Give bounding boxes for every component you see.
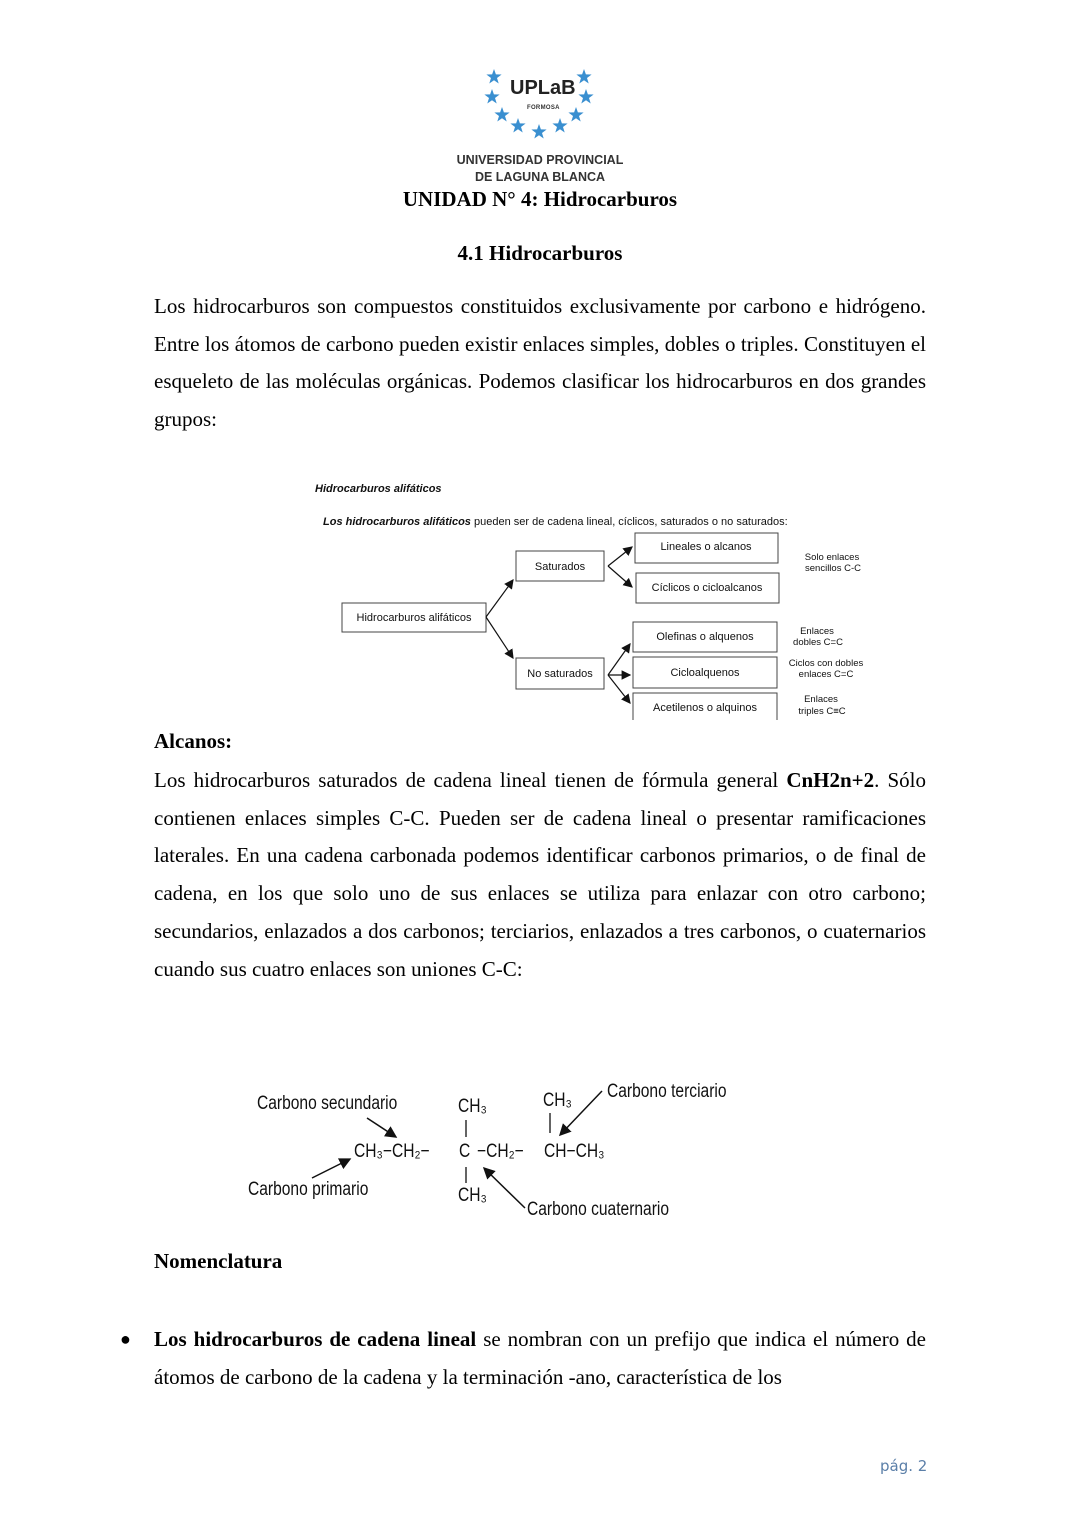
carbon-chain-structure [240,1075,740,1225]
note-olefinas-1: Enlaces [800,626,834,637]
box-root-label: Hidrocarburos alifáticos [356,612,472,624]
alcanos-text-rest: . Sólo contienen enlaces simples C-C. Pueden ser de cadena lineal o presentar ramificaciones laterales. En una cadena carbonada podemos identificar carbonos primarios, o de final de cadena, en los que solo uno de sus enlaces se utiliza para enlazar con otro carbono; secundarios, enlazados a dos carbonos; terciarios, enlazados a tres carbonos, o cuaternarios cuando sus cuatro enlaces son uniones C-C: [154,768,926,981]
general-formula: CnH2n+2 [786,768,875,792]
chain-right: CH−CH₃ [544,1141,605,1162]
methyl-bottom-center: CH₃ [458,1185,487,1206]
label-carbono-cuaternario: Carbono cuaternario [527,1199,670,1220]
bullet-bold-text: Los hidrocarburos de cadena lineal [154,1327,477,1351]
star-icon [531,124,546,139]
box-lineales-label: Lineales o alcanos [660,541,752,553]
note-cicloalquenos-2: enlaces C=C [798,669,854,680]
star-icon [484,89,499,104]
star-icon [578,89,593,104]
alcanos-heading: Alcanos: [154,729,233,753]
bullet-rest-text: se nombran con un prefijo que indica el número de átomos de carbono de la cadena y la terminación -ano, característica de los [154,1327,926,1389]
box-olefinas-label: Olefinas o alquenos [656,631,754,643]
arrow-cuaternario [484,1168,525,1208]
box-ciclicos-label: Cíclicos o cicloalcanos [651,582,763,594]
box-saturados-label: Saturados [534,561,586,573]
diagram-subtitle: pueden ser de cadena lineal, cíclicos, saturados o no saturados: [470,516,788,528]
intro-paragraph: Los hidrocarburos son compuestos constituidos exclusivamente por carbono e hidrógeno. Entre los átomos de carbono pueden existir enlaces simples, dobles o triples. Constituyen el esqueleto de las moléculas orgánicas. Podemos clasificar los hidrocarburos en dos grandes grupos: [154,294,926,432]
star-icon [552,118,567,133]
page-number: pág. 2 [880,1457,928,1475]
chain-left: CH₃−CH₂− [354,1141,430,1162]
note-olefinas-2: dobles C=C [793,637,843,648]
label-carbono-secundario: Carbono secundario [257,1093,398,1114]
methyl-top-right: CH₃ [543,1090,572,1111]
star-icon [486,69,501,84]
box-acetilenos-label: Acetilenos o alquinos [653,702,757,714]
chain-middle: −CH₂− [477,1141,524,1162]
note-saturados-1: Solo enlaces [804,552,860,563]
classification-diagram [300,475,880,720]
note-cicloalquenos-1: Ciclos con dobles [788,658,864,669]
box-no-saturados-label: No saturados [527,668,593,680]
nomenclatura-bullet-text [154,1321,926,1396]
section-title: 4.1 Hidrocarburos [457,241,623,265]
label-carbono-primario: Carbono primario [248,1179,369,1200]
methyl-top-center: CH₃ [458,1096,487,1117]
box-cicloalquenos-label: Cicloalquenos [670,667,740,679]
nomenclatura-heading: Nomenclatura [154,1249,283,1273]
logo-subtitle: FORMOSA [527,105,560,111]
diagram-subtitle-bold: Los hidrocarburos alifáticos [323,516,471,528]
university-name-line2: DE LAGUNA BLANCA [474,170,606,184]
star-icon [510,118,525,133]
diagram-title: Hidrocarburos alifáticos [315,483,442,495]
svg-text:Los hidrocarburos alifáticos p [323,516,788,528]
note-acetilenos-2: triples C≡C [798,706,846,717]
chain-center-carbon: C [459,1141,471,1162]
arrow-primario [312,1159,350,1178]
alcanos-text-start: Los hidrocarburos saturados de cadena lineal tienen de fórmula general [154,768,787,792]
star-icon [576,69,591,84]
star-icon [494,107,509,122]
university-name-line1: UNIVERSIDAD PROVINCIAL [456,153,624,167]
bullet-icon: ● [120,1329,131,1349]
page-title: UNIDAD N° 4: Hidrocarburos [402,187,678,211]
note-acetilenos-1: Enlaces [804,694,838,705]
logo-name: UPLaB [510,77,576,99]
arrow-secundario [367,1118,396,1137]
star-icon [568,107,583,122]
note-saturados-2: sencillos C-C [805,563,861,574]
alcanos-paragraph [154,762,926,988]
label-carbono-terciario: Carbono terciario [607,1081,727,1102]
